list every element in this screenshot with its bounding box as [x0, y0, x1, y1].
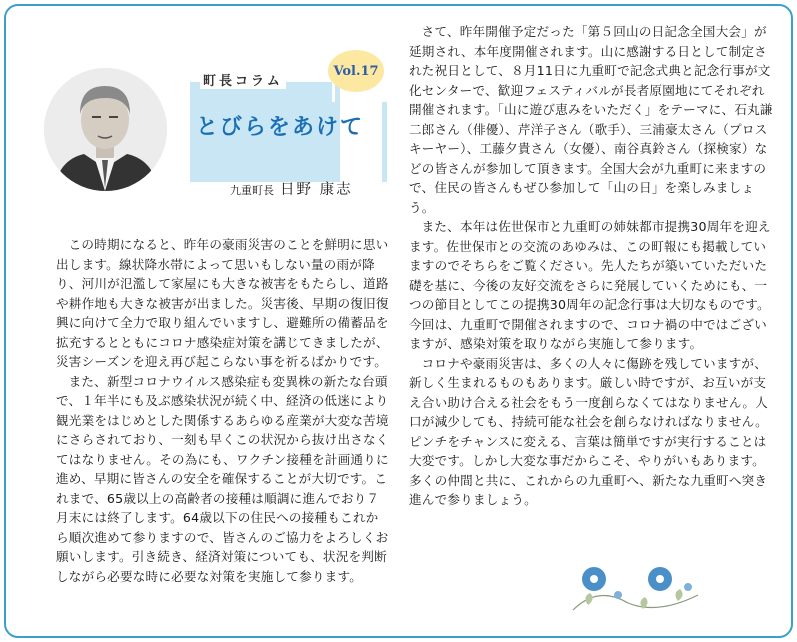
right-column-text [409, 22, 777, 510]
paragraph: また、本年は佐世保市と九重町の姉妹都市提携30周年を迎えます。佐世保市との交流のあゆみは、この町報にも掲載していますのでそちらをご覧ください。先人たちが築いていただいた礎を基に、今後の友好交流をさらに発展していくためにも、一つの節目としてこの提携30周年の記念行事は大切なものです。今回は、九重町で開催されますので、コロナ禍の中ではございますが、感染対策を取りながら実施して参ります。 [409, 219, 771, 351]
paragraph: さて、昨年開催予定だった「第５回山の日記念全国大会」が延期され、本年度開催されます。山に感謝する日として制定された祝日として、８月11日に九重町で記念式典と記念行事が文化センターで、歓迎フェスティバルが長者原園地にてそれぞれ開催されます。「山に遊び恵みをいただく」をテーマに、石丸謙二郎さん（俳優）、芹洋子さん（歌手）、三浦豪太さん（プロスキーヤー）、工藤夕貴さん（女優）、南谷真鈴さん（探検家）などの皆さんが参加して頂きます。全国大会が九重町に来ますので、住民の皆さんもぜひ参加して「山の日」を楽しみましょう。 [409, 24, 773, 215]
paragraph: この時期になると、昨年の豪雨災害のことを鮮明に思い出します。線状降水帯によって思いもしない量の雨が降り、河川が氾濫して家屋にも大きな被害をもたらし、道路や耕作地も大きな被害が出ました。災害後、早期の復旧復興に向けて全力で取り組んでいますし、避難所の備蓄品を拡充するとともにコロナ感染症対策を講じてきましたが、災害シーズンを迎え再び起こらない事を祈るばかりです。 [56, 237, 389, 369]
author-role: 九重町長 [230, 184, 274, 197]
paragraph: また、新型コロナウイルス感染症も変異株の新たな台頭で、１年半にも及ぶ感染状況が続く中、経済の低迷により観光業をはじめとした関係するあらゆる産業が大変な苦境にさらされており、一刻も早くこの状況から抜け出さなくてはなりません。その為にも、ワクチン接種を計画通りに進め、早期に皆さんの安全を確保することが大切です。これまで、65歳以上の高齢者の接種は順調に進んでおり７月末には終了します。64歳以下の住民への接種もこれから順次進めて参りますので、皆さんのご協力をよろしくお願いします。引き続き、経済対策についても、状況を判断しながら必要な時に必要な対策を実施して参ります。 [56, 373, 389, 584]
morning-glory-illustration [568, 565, 703, 615]
column-kicker: 町長コラム [200, 70, 286, 89]
author-name: 日野 康志 [280, 182, 353, 198]
author-byline [230, 178, 353, 199]
left-column-text [56, 235, 389, 586]
paragraph: コロナや豪雨災害は、多くの人々に傷跡を残していますが、新しく生まれるものもあります。厳しい時ですが、お互いが支え合い助け合える社会をもう一度創らなくてはなりません。人口が減少しても、持続可能な社会を創らなければなりません。ピンチをチャンスに変える、言葉は簡単ですが実行することは大変です。しかし大変な事だからこそ、やりがいもあります。多くの仲間と共に、これからの九重町へ、新たな九重町へ突き進んで参りましょう。 [409, 355, 768, 507]
column-title: とびらをあけて [196, 115, 365, 140]
author-portrait [44, 68, 167, 191]
volume-badge: Vol.17 [328, 50, 384, 92]
